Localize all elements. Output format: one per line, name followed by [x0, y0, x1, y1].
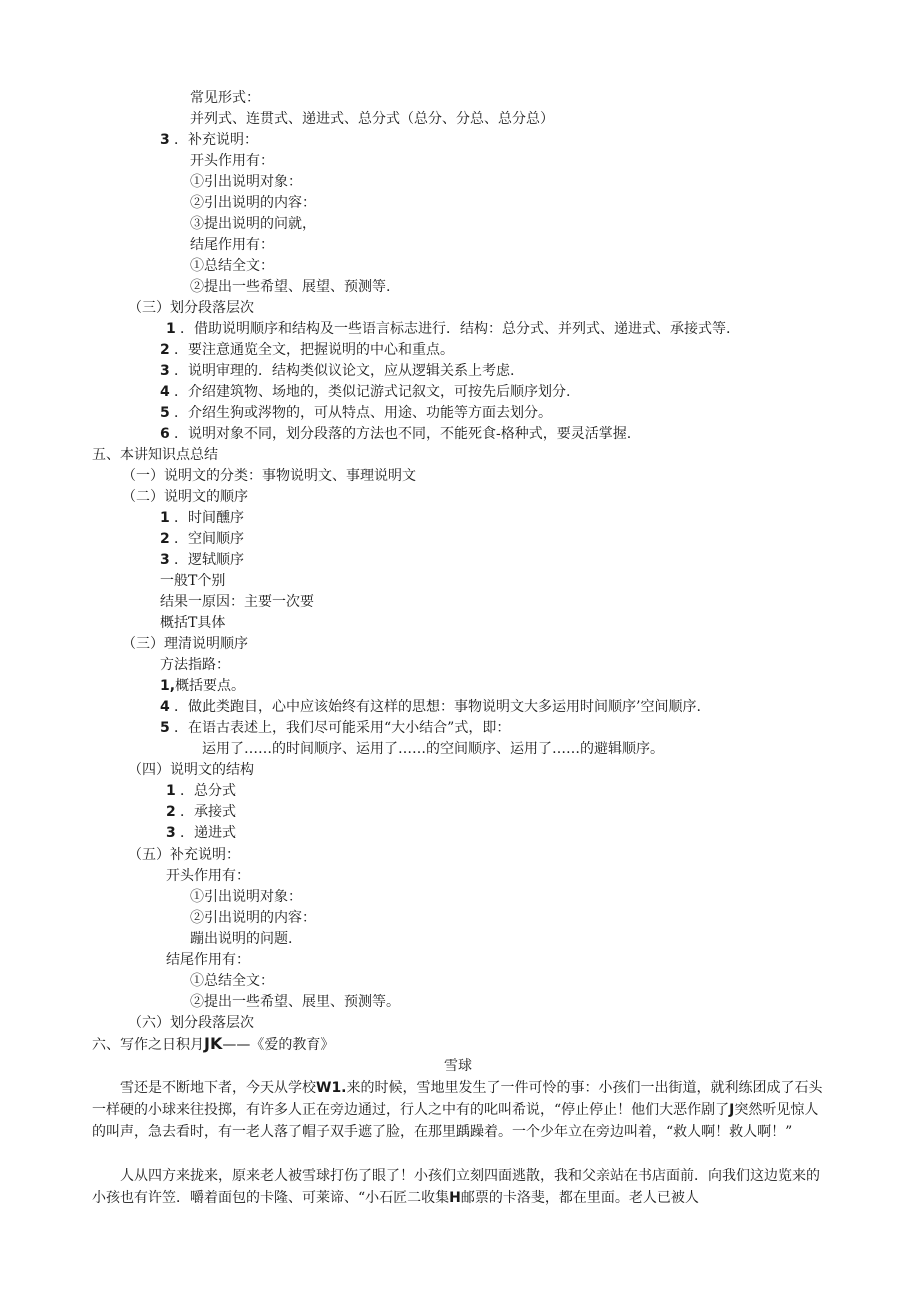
- text-line: ③提出说明的问就，: [190, 216, 316, 232]
- list-number: 5: [160, 720, 170, 736]
- subsection-heading: （三）理清说明顺序: [122, 636, 248, 652]
- list-number: 3: [160, 132, 170, 148]
- list-item: [160, 424, 631, 444]
- section-heading: 五、本讲知识点总结: [92, 447, 218, 463]
- text-line: ①总结全文：: [190, 258, 274, 274]
- list-item: [160, 676, 245, 696]
- list-item: [160, 361, 514, 381]
- list-item: [160, 718, 510, 738]
- text-line: 结果一原因：主要一次要: [160, 594, 314, 610]
- paragraph-text: 邮票的卡洛斐，都在里面。老人已被人: [460, 1190, 699, 1206]
- list-number: 2: [160, 531, 170, 547]
- subsection-heading: （一）说明文的分类：事物说明文、事理说明文: [122, 468, 416, 484]
- subsection-heading: （三）划分段落层次: [128, 300, 254, 316]
- text-line: 结尾作用有：: [190, 237, 274, 253]
- text-line: ①引出说明对象：: [190, 174, 302, 190]
- list-text: ．承接式: [180, 804, 236, 820]
- list-text: ．要注意通览全文，把握说明的中心和重点。: [174, 342, 454, 358]
- text-line: 开头作用有：: [190, 153, 274, 169]
- list-text: ．借助说明顺序和结构及一些语言标志进行．结构：总分式、并列式、递进式、承接式等.: [180, 321, 731, 337]
- list-text: ．总分式: [180, 783, 236, 799]
- list-item: [160, 403, 552, 423]
- section-heading-bold: JK: [204, 1034, 223, 1053]
- paragraph-text: 雪还是不断地下者，今天从学校: [120, 1080, 316, 1096]
- list-number: 3: [160, 552, 170, 568]
- list-text: ．空间顺序: [174, 531, 244, 547]
- section-heading: [92, 1034, 334, 1055]
- subsection-heading: （五）补充说明：: [128, 847, 240, 863]
- paragraph-text-bold: W1.: [316, 1080, 347, 1096]
- list-item: [160, 508, 244, 528]
- text-line: 蹦出说明的问题.: [190, 931, 293, 947]
- paragraph-text-bold: H: [449, 1190, 461, 1206]
- list-item: [160, 130, 258, 150]
- list-text: ．补充说明：: [174, 132, 258, 148]
- list-number: 2: [160, 342, 170, 358]
- section-heading-text: ——《爱的教育》: [222, 1037, 335, 1053]
- story-paragraph: [92, 1077, 828, 1143]
- list-number: 2: [166, 804, 176, 820]
- paragraph-text-bold: J: [729, 1102, 735, 1118]
- list-text: ．做此类跑目，心中应该始终有这样的思想：事物说明文大多运用时间顺序’空间顺序.: [174, 699, 701, 715]
- story-title: 雪球: [444, 1058, 472, 1074]
- text-line: 常见形式：: [190, 90, 260, 106]
- list-item: [166, 781, 236, 801]
- story-paragraph: [92, 1165, 828, 1209]
- list-number: 3: [160, 363, 170, 379]
- list-item: [160, 529, 244, 549]
- text-line: 运用了……的时间顺序、运用了……的空间顺序、运用了……的避辑顺序。: [202, 741, 664, 757]
- section-heading-text: 六、写作之日积月: [92, 1037, 204, 1053]
- paragraph-text: 人从四方来拢来，原来老人被雪球打伤了眼了！小孩们立刻四面逃散，我和父亲站在书店面前．向我们这边览来的小孩也有许笠．嚼着面包的卡隆、可莱谛、“小石匠二收集: [92, 1168, 820, 1206]
- list-text: ．在语古表述上，我们尽可能采用“大小结合”式，即：: [174, 720, 511, 736]
- list-text: 概括要点。: [175, 678, 246, 694]
- text-line: ②引出说明的内容：: [190, 195, 316, 211]
- list-item: [160, 340, 454, 360]
- list-text: ．递进式: [180, 825, 236, 841]
- text-line: 方法指路：: [160, 657, 230, 673]
- list-number: 1: [166, 321, 176, 337]
- text-line: 开头作用有：: [166, 868, 250, 884]
- text-line: ②引出说明的内容：: [190, 910, 316, 926]
- list-number: 4: [160, 699, 170, 715]
- list-text: ．说明对象不同，划分段落的方法也不同，不能死食-格种式，要灵活掌握.: [174, 426, 632, 442]
- list-number: 6: [160, 426, 170, 442]
- text-line: ②提出一些希望、展望、预测等.: [190, 279, 391, 295]
- list-number: 1,: [160, 678, 176, 694]
- text-line: 概括T具体: [160, 615, 226, 631]
- list-text: ．介绍建筑物、场地的，类似记游式记叙文，可按先后顺序划分.: [174, 384, 571, 400]
- list-number: 3: [166, 825, 176, 841]
- list-item: [166, 823, 236, 843]
- list-item: [160, 550, 244, 570]
- list-item: [166, 802, 236, 822]
- list-text: ．时间醺序: [174, 510, 244, 526]
- paragraph-text: 来的时候，雪地里发生了一件可怜的事：小孩们一出街道，就利练团成了石头一样硬的小球来往投掷，有许多人正在旁边通过，行人之中有的叱叫希说，“停止停止！他们大恶作剧了: [92, 1080, 823, 1118]
- list-item: [160, 697, 701, 717]
- list-text: ．逻轼顺序: [174, 552, 244, 568]
- paragraph-text: 突然听见惊人的叫声，急去看时，有一老人落了帽子双手遮了脸，在那里踽躁着。一个少年立在旁边叫着，“救人啊！救人啊！”: [92, 1102, 819, 1140]
- list-item: [166, 319, 730, 339]
- text-line: ②提出一些希望、展里、预测等。: [190, 994, 400, 1010]
- subsection-heading: （二）说明文的顺序: [122, 489, 248, 505]
- list-text: ．说明审理的．结构类似议论文，应从逻辑关系上考虑.: [174, 363, 515, 379]
- list-number: 1: [160, 510, 170, 526]
- list-item: [160, 382, 570, 402]
- list-text: ．介绍生狗或涔物的，可从特点、用途、功能等方面去划分。: [174, 405, 552, 421]
- list-number: 5: [160, 405, 170, 421]
- text-line: ①总结全文：: [190, 973, 274, 989]
- list-number: 1: [166, 783, 176, 799]
- text-line: 结尾作用有：: [166, 952, 250, 968]
- subsection-heading: （六）划分段落层次: [128, 1015, 254, 1031]
- text-line: ①引出说明对象：: [190, 889, 302, 905]
- list-number: 4: [160, 384, 170, 400]
- text-line: 并列式、连贯式、递进式、总分式（总分、分总、总分总）: [190, 111, 554, 127]
- subsection-heading: （四）说明文的结构: [128, 762, 254, 778]
- text-line: 一般T个别: [160, 573, 226, 589]
